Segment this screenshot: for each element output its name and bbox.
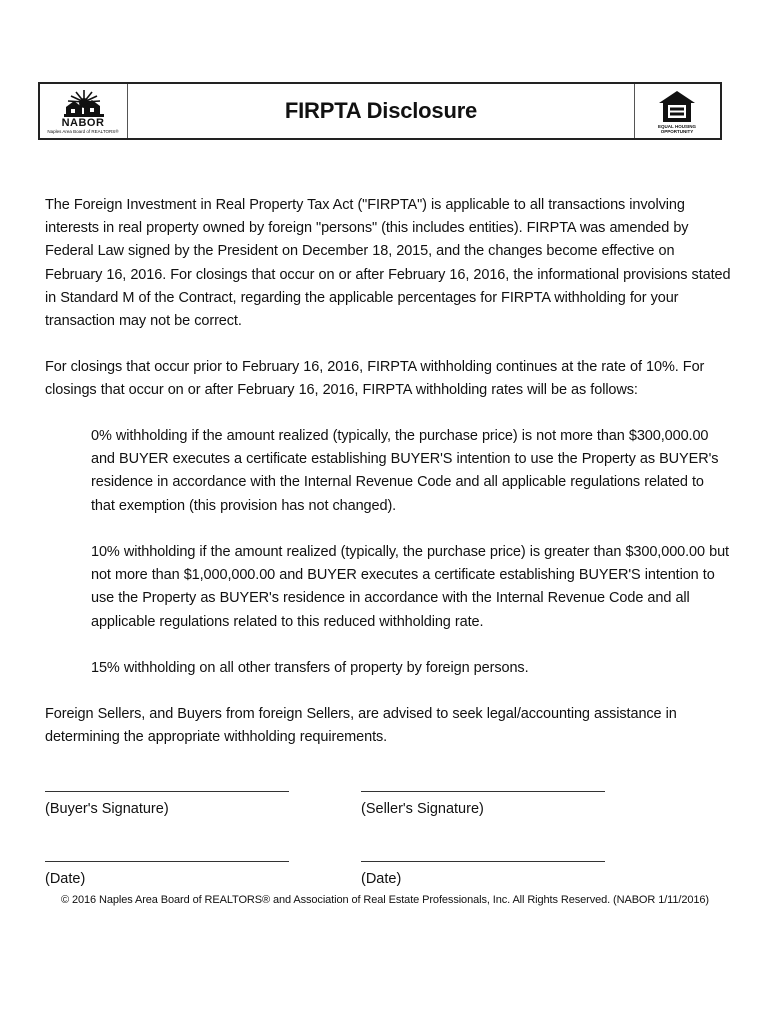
buyer-signature-line[interactable] [45,791,289,792]
rate-item-10-percent: 10% withholding if the amount realized (typically, the purchase price) is greater than $300,000.00 but not more than $1,000,000.00 and BUYER executes a certificate establishing BUYER'S intention to use the Property as BUYER's residence in accordance with the Internal Revenue Code and all applicable regulations related to this reduced withholding rate. [91,544,729,630]
rate-item-0-percent: 0% withholding if the amount realized (typically, the purchase price) is not more than $300,000.00 and BUYER executes a certificate establishing BUYER'S intention to use the Property as BUYER's residence in accordance with the Internal Revenue Code and all applicable regulations related to that exemption (this provision has not changed). [91,428,719,514]
equal-housing-line1: EQUAL HOUSING [658,124,696,129]
intro-paragraph: The Foreign Investment in Real Property Tax Act ("FIRPTA") is applicable to all transactions involving interests in real property owned by foreign "persons" (this includes entities). FIRPTA was amended by Federal Law signed by the President on December 18, 2015, and the changes become effective on February 16, 2016. For closings that occur on or after February 16, 2016, the informational provisions stated in Standard M of the Contract, regarding the applicable percentages for FIRPTA withholding for your transaction may not be correct. [45,197,731,330]
nabor-logo-subtitle: Naples Area Board of REALTORS® [47,129,119,134]
buyer-date-label: (Date) [45,871,86,887]
nabor-logo-name: NABOR [61,117,105,129]
seller-date-label: (Date) [361,871,402,887]
rate-item-15-percent: 15% withholding on all other transfers of property by foreign persons. [91,660,529,676]
rates-intro-paragraph: For closings that occur prior to February 16, 2016, FIRPTA withholding continues at the rate of 10%. For closings that occur on or after February 16, 2016, FIRPTA withholding rates will be as follows: [45,359,705,399]
seller-date-line[interactable] [361,861,605,862]
equal-housing-line2: OPPORTUNITY [660,129,694,134]
equal-housing-house-icon [657,89,697,123]
seller-signature-label: (Seller's Signature) [361,801,484,817]
nabor-logo [40,84,128,138]
document-title: FIRPTA Disclosure [284,98,478,123]
header-box [38,82,722,140]
nabor-sun-house-icon [62,88,106,118]
buyer-signature-label: (Buyer's Signature) [45,801,169,817]
seller-signature-line[interactable] [361,791,605,792]
advisory-paragraph: Foreign Sellers, and Buyers from foreign Sellers, are advised to seek legal/accounting assistance in determining the appropriate withholding requirements. [45,706,677,746]
buyer-date-line[interactable] [45,861,289,862]
equal-housing-logo [634,84,720,138]
copyright-footer: © 2016 Naples Area Board of REALTORS® and Association of Real Estate Professionals, Inc. All Rights Reserved. (NABOR 1/11/2016) [61,894,709,906]
